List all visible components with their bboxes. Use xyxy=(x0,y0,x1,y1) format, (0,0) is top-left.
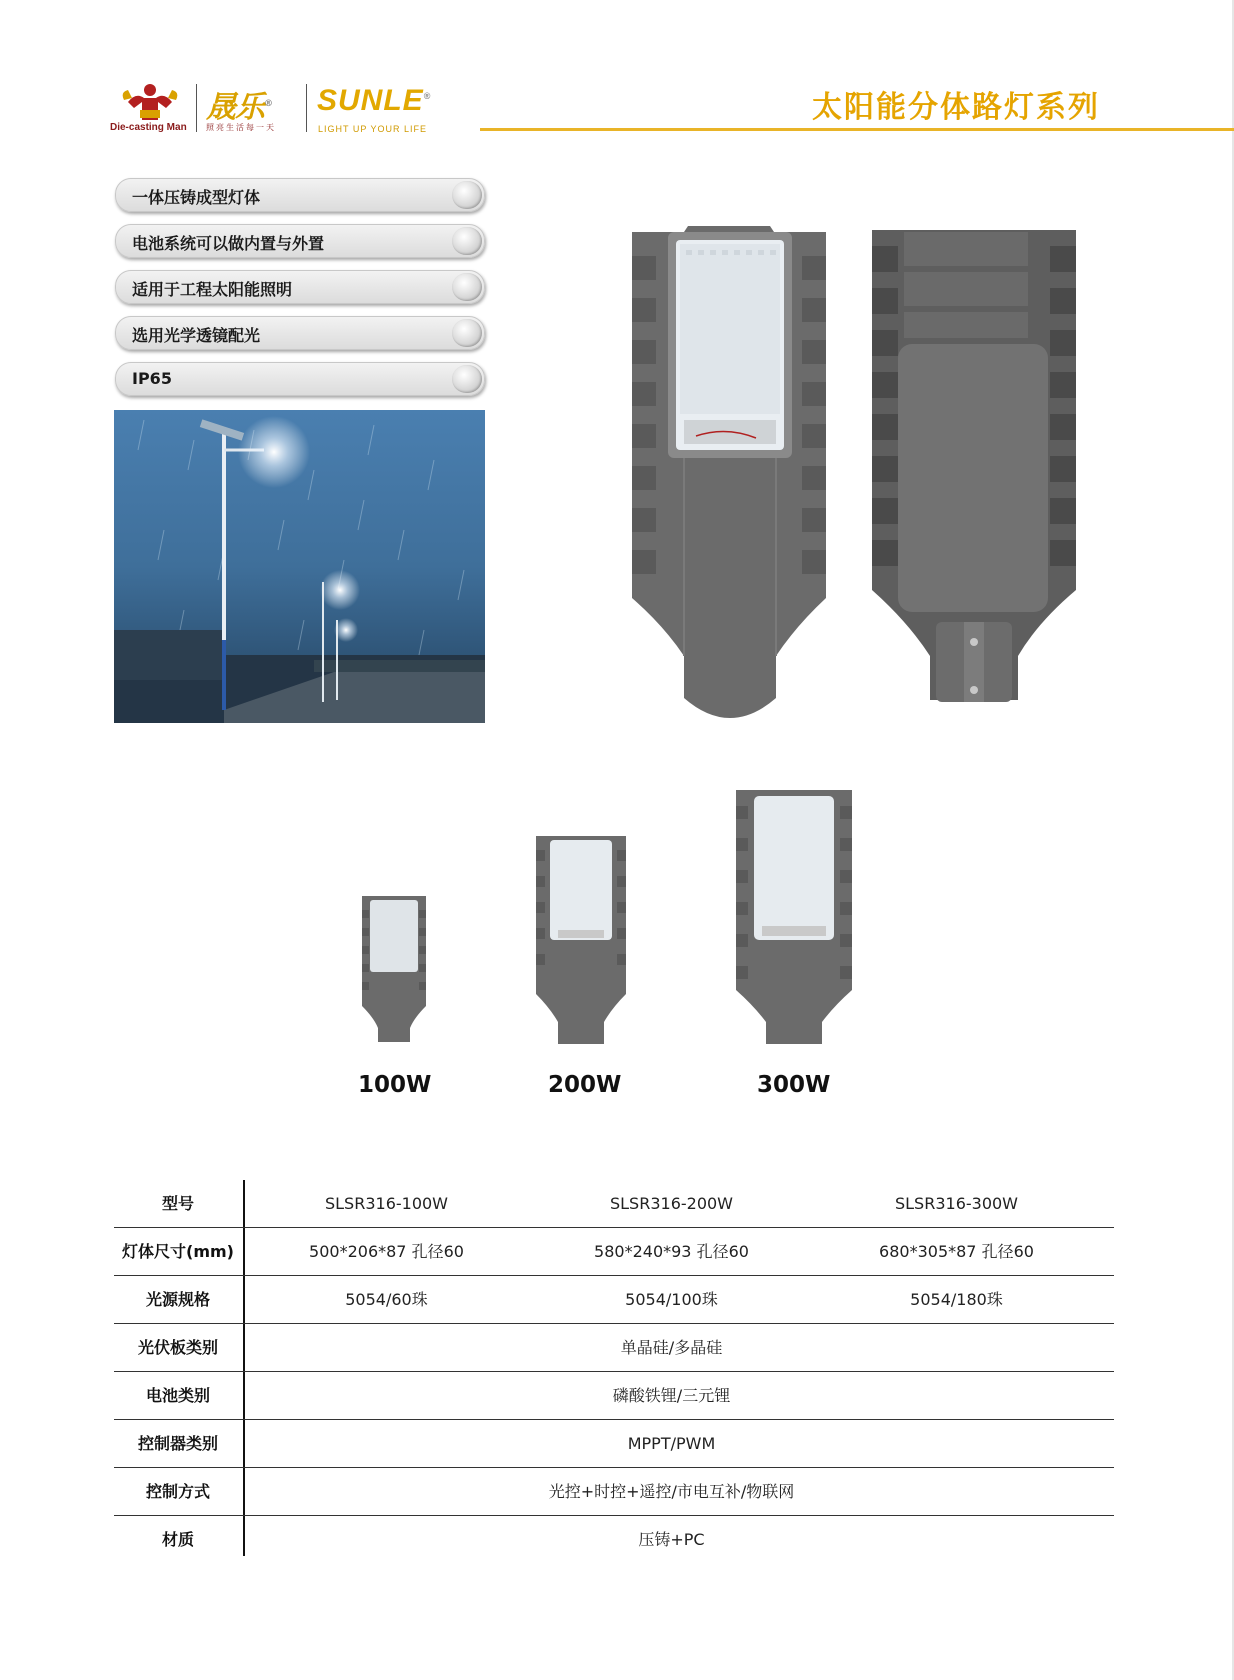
watt-label-300w: 300W xyxy=(757,1072,831,1098)
cell-value: 500*206*87 孔径60 xyxy=(309,1242,464,1261)
brand-cn-logo: 晟乐® xyxy=(206,90,272,125)
table-row xyxy=(114,1324,1114,1372)
row-label: 光伏板类别 xyxy=(137,1338,218,1357)
feature-text: 电池系统可以做内置与外置 xyxy=(132,234,325,253)
feature-pill xyxy=(115,178,485,212)
feature-pill xyxy=(115,316,485,350)
cell-value: SLSR316-300W xyxy=(894,1194,1018,1213)
pill-knob-icon xyxy=(452,181,482,209)
cell-value: 光控+时控+遥控/市电互补/物联网 xyxy=(548,1482,795,1501)
table-row xyxy=(114,1228,1114,1276)
pill-knob-icon xyxy=(452,227,482,255)
pill-knob-icon xyxy=(452,365,482,393)
watt-label-200w: 200W xyxy=(548,1072,622,1098)
series-title: 太阳能分体路灯系列 xyxy=(812,90,1100,125)
feature-text: IP65 xyxy=(132,369,172,388)
feature-pill xyxy=(115,224,485,258)
row-label: 型号 xyxy=(161,1194,194,1213)
row-label: 材质 xyxy=(161,1530,194,1549)
title-underline xyxy=(480,128,1234,131)
feature-text: 一体压铸成型灯体 xyxy=(132,188,261,207)
lamp-100w-image xyxy=(362,896,426,1044)
brand-en-text: SUNLE xyxy=(317,84,424,117)
cell-value: 压铸+PC xyxy=(638,1530,705,1549)
feature-pill xyxy=(115,270,485,304)
cell-value: MPPT/PWM xyxy=(627,1434,716,1453)
table-row xyxy=(114,1180,1114,1228)
row-label: 控制器类别 xyxy=(137,1434,218,1453)
die-casting-man-text: Die-casting Man xyxy=(110,122,187,133)
feature-pill xyxy=(115,362,485,396)
table-row xyxy=(114,1372,1114,1420)
cell-value: SLSR316-100W xyxy=(324,1194,448,1213)
row-label: 灯体尺寸(mm) xyxy=(122,1242,234,1261)
row-label: 控制方式 xyxy=(145,1482,210,1501)
brand-cn-text: 晟乐 xyxy=(206,90,264,125)
brand-en-slogan: LIGHT UP YOUR LIFE xyxy=(318,124,428,134)
lamp-300w-image xyxy=(736,790,852,1046)
feature-text: 选用光学透镜配光 xyxy=(132,326,261,345)
spec-table xyxy=(114,1180,1114,1563)
brand-cn-slogan: 照亮生活每一天 xyxy=(206,123,276,132)
row-label: 电池类别 xyxy=(145,1386,210,1405)
pill-knob-icon xyxy=(452,319,482,347)
lamp-front-view xyxy=(626,226,836,728)
cell-value: 磷酸铁锂/三元锂 xyxy=(612,1386,731,1405)
table-row xyxy=(114,1516,1114,1563)
cell-value: SLSR316-200W xyxy=(609,1194,733,1213)
cell-value: 单晶硅/多晶硅 xyxy=(620,1338,723,1357)
lamp-back-view xyxy=(868,226,1080,726)
logo-separator xyxy=(306,84,307,132)
watt-label-100w: 100W xyxy=(358,1072,432,1098)
brand-en-logo: SUNLE® xyxy=(317,84,432,117)
table-row xyxy=(114,1420,1114,1468)
table-row xyxy=(114,1468,1114,1516)
cell-value: 5054/100珠 xyxy=(625,1290,718,1309)
pill-knob-icon xyxy=(452,273,482,301)
feature-list xyxy=(115,178,485,408)
feature-text: 适用于工程太阳能照明 xyxy=(132,280,293,299)
table-row xyxy=(114,1276,1114,1324)
lamp-200w-image xyxy=(536,836,626,1046)
cell-value: 580*240*93 孔径60 xyxy=(594,1242,749,1261)
logo-separator xyxy=(196,84,197,132)
cell-value: 680*305*87 孔径60 xyxy=(879,1242,1034,1261)
cell-value: 5054/180珠 xyxy=(910,1290,1003,1309)
cell-value: 5054/60珠 xyxy=(345,1290,428,1309)
row-label: 光源规格 xyxy=(145,1290,210,1309)
street-light-rain-photo xyxy=(114,410,485,723)
